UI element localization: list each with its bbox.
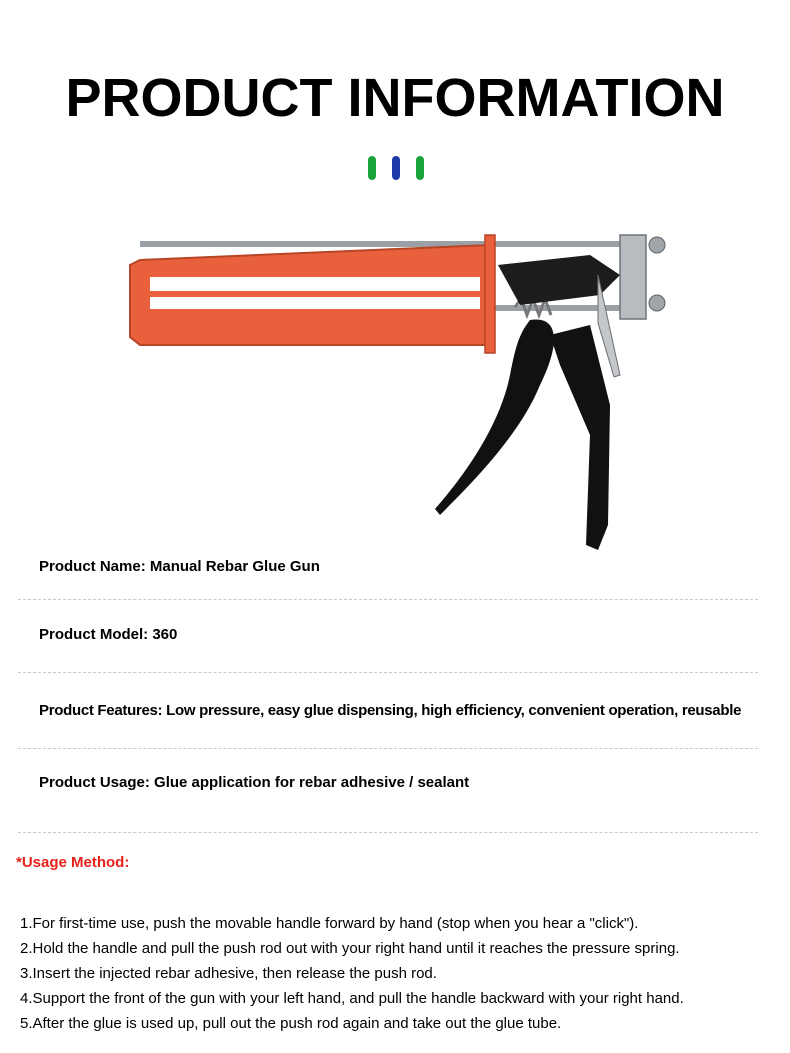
spec-label: Product Model:: [39, 626, 149, 643]
blue-dot-icon: [392, 156, 400, 180]
spec-label: Product Usage:: [39, 774, 150, 791]
page-title: PRODUCT INFORMATION: [65, 68, 725, 128]
dashed-divider: [18, 672, 758, 673]
spec-product-name: [39, 557, 320, 577]
dashed-divider: [18, 832, 758, 833]
green-dot-icon: [416, 156, 424, 180]
green-dot-icon: [368, 156, 376, 180]
usage-step: 5.After the glue is used up, pull out the push rod again and take out the glue tube.: [20, 1015, 562, 1032]
usage-method-heading: *Usage Method:: [16, 854, 130, 871]
spec-product-features: [39, 701, 741, 721]
usage-step: 1.For first-time use, push the movable handle forward by hand (stop when you hear a "click").: [20, 915, 639, 932]
decorative-dots: [368, 156, 428, 180]
spec-label: Product Name:: [39, 558, 146, 575]
spec-label: Product Features:: [39, 702, 163, 719]
usage-step: 3.Insert the injected rebar adhesive, then release the push rod.: [20, 965, 437, 982]
rebar-glue-gun-image: [120, 225, 680, 555]
spec-value: Glue application for rebar adhesive / sealant: [154, 774, 470, 791]
usage-step: 2.Hold the handle and pull the push rod out with your right hand until it reaches the pressure spring.: [20, 940, 680, 957]
spec-value: Low pressure, easy glue dispensing, high efficiency, convenient operation, reusable: [166, 702, 742, 719]
spec-value: 360: [152, 626, 178, 643]
usage-step: 4.Support the front of the gun with your left hand, and pull the handle backward with your right hand.: [20, 990, 684, 1007]
spec-product-usage: [39, 773, 469, 793]
dashed-divider: [18, 599, 758, 600]
dashed-divider: [18, 748, 758, 749]
spec-value: Manual Rebar Glue Gun: [149, 558, 320, 575]
spec-product-model: [39, 625, 177, 645]
usage-steps-list: [20, 911, 684, 1036]
